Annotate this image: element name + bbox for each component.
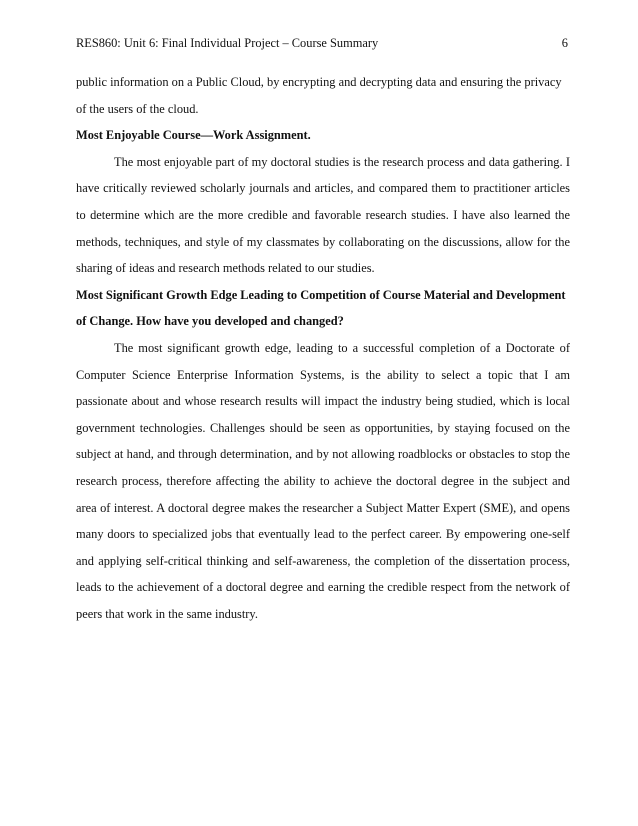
section-paragraph-enjoyable-course: The most enjoyable part of my doctoral studies is the research process and data gathering. I have critically reviewed scholarly journals and articles, and compared them to practitioner articles to determine which are the more credible and favorable research studies. I have also learned the methods, techniques, and style of my classmates by collaborating on the discussions, allow for the sharing of ideas and research methods related to our studies. [76, 154, 570, 276]
section-heading-growth-edge: Most Significant Growth Edge Leading to Competition of Course Material and Development of Change. How have you developed and changed? [76, 287, 566, 329]
running-title: RES860: Unit 6: Final Individual Project – Course Summary [76, 36, 379, 50]
section-heading-enjoyable-course: Most Enjoyable Course—Work Assignment. [76, 128, 311, 143]
section-paragraph-growth-edge: The most significant growth edge, leading to a successful completion of a Doctorate of Computer Science Enterprise Information Systems, is the ability to select a topic that I am passionate about and whose research results will impact the industry being studied, which is local government technologies. Challenges should be seen as opportunities, by staying focused on the subject at hand, and through determination, and by not allowing roadblocks or obstacles to stop the research process, therefore affecting the ability to achieve the doctoral degree in the subject and area of interest. A doctoral degree makes the researcher a Subject Matter Expert (SME), and opens many doors to specialized jobs that eventually lead to the perfect career. By empowering one-self and applying self-critical thinking and self-awareness, the completion of the dissertation process, leads to the achievement of a doctoral degree and earning the credible respect from the network of peers that work in the same industry. [76, 340, 570, 621]
document-body [76, 69, 570, 627]
intro-continuation-paragraph: public information on a Public Cloud, by encrypting and decrypting data and ensuring the privacy of the users of the cloud. [76, 75, 562, 116]
page-number: 6 [561, 36, 568, 50]
page-header [76, 36, 568, 51]
